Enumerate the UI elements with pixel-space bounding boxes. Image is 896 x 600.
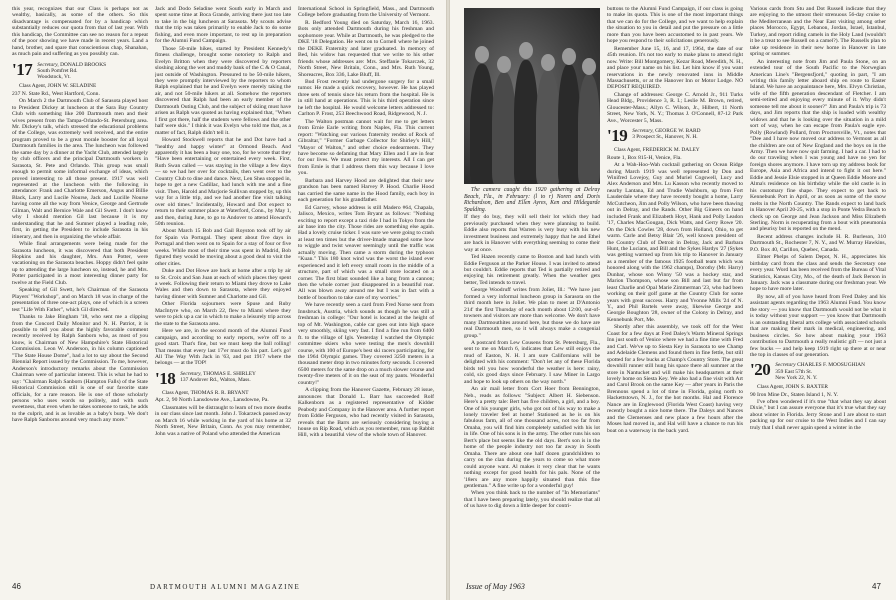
secretary-label: Secretary, [180,370,202,377]
agent-name: FREDERICK M. DALEY [642,147,700,154]
secretary-address: 359 East 57th St. [775,368,813,375]
class-secretary [37,62,106,81]
paragraph: Speaking of Gil Swett, he's Chairman of the Sarasota Players' "Workshop", and on March 18 was in charge of the presentation of three one-act plays, one of which is a screen test "Life With Father", which Gil directed. [12,287,148,313]
class-secretary [180,371,256,383]
secretary-label: Secretary [775,362,796,369]
agent-label: Class Agent, [614,147,642,154]
paragraph: Duke and Dot Howe are back at home after a trip by air to St. Croix and San Juan at each of which places they spent a week. Following their return to Miami they drove to Lake Wales and then down to Sarasota, where they enjoyed having dinner with Sumner and Charlotte and Gil. [155,268,291,300]
magazine-title: DARTMOUTH ALUMNI MAGAZINE [150,583,301,591]
group-photo [464,8,600,184]
right-column-2 [607,6,743,572]
class-agent [607,147,743,153]
right-column-3 [750,6,886,572]
paragraph: Remember June 15, 16, and 17, 1964, the date of our 45th reunion. It's not too early to make plans to attend right now. Write: Bill Montgomery, Kezar Road, Meredith, N. H., and place your name on his list. Let him know if you want reservations in the newly renovated inns in Middle Massachusetts, or at the Hanover Inn or Motor Lodge. NO DEPOSIT REQUIRED. [607,45,743,91]
paragraph: By now, all of you have heard from Fred Daley and his assistant agents regarding the 1963 Alumni Fund. You know the story — you know that Dartmouth would not be what it is today without your support — you know that Dartmouth is an outstanding liberal arts college with associated schools that are making their mark in medical, engineering, and business circles. So how about making your 1963 contribution to Dartmouth a really realistic gift — not just a few bucks — and help keep 1919 right up there at or near the top in classes of our generation. [750,293,886,359]
class-year: '20 [750,360,771,380]
secretary-label: Secretary, [632,128,654,135]
paragraph: Here we are, in the second month of the Alumni Fund campaign, and according to early reports, we're off to a good start. That's fine, but we must keep the ball rolling! That means that every last 17'er must do his part. Let's go! All The Way With Jack in '63, and put 1917 where the belongs — at the TOP! [155,328,291,367]
paragraph: Various cards from Stu and Dot Russell indicate that they are enjoying to the utmost their strenuous 56-day cruise to the Mediterranean and the Near East visiting among other places Morocco, Egypt, Lebanon, Jordan, Israel, Istanbul, Turkey, and report riding camels in the Holy Land (wouldn't it be a treat to see Russell on a camel?). The Russells plan to take up residence in their new home in Hanover in late spring or summer. [750,6,886,58]
class-agent [750,384,886,390]
secretary-name: GEORGE W. BARD [655,128,701,135]
paragraph: Ed Garvey, whose address is still Madero #64, Chapala, Jalisco, Mexico, writes Tom Bryant as follows: "Nothing exciting to report except a taxi ride I had in Tokyo from the air base into the city. Those rides are something else again. Had a lovely cruise ticker. I was sure we were going to crash at least ten times but the driver-Imade managed some how to wiggle and twist weaver seemingly until the traffic was actually moving. Then came a storm during the typhoon "Kuan." This 180 knot wind was the worst the island ever experienced and it left every small room in the middle of a structure, part of which was a small store located on a corner. The first blast sounded like a bang from a cannon; then the whole corner just disappeared in a beautiful roar. All was blown away around me but I was in fact with a bottle of bourbon to take care of my worries." [298,204,434,301]
left-page [0,0,446,600]
page-number: 47 [872,582,881,591]
class-year: '18 [155,368,176,388]
paragraph: Change of addresses: George C. Arnold Jr., 911 Turks Head Bldg., Providence 3, R. I.; Leslie M. Brown, retired, Gloucester-Mass.; Allyn C. Wilson, Jr., Hilbert, 11 North Street, New York, N. Y.; Thomas J. O'Connell, 87-12 Park Ave., Worcester 5, Mass. [607,91,743,124]
agent-label: Class Agent, [757,384,785,391]
paragraph: Thanks to Jake Bingham '18, who sent me a clipping from the Concord Daily Monitor and N. H. Patriot, it is possible to tell you about the highly favorable comment recently received by Ralph Sanborn who, as most of you know, is Chairman of New Hampshire's State Historical Commission. Leon W. Anderson, in his column captioned "The State House Dome", had a lot to say about the Second Biennial Report issued by the Commission. To me, however, Anderson's introductory remarks about the Commission Chairman were of particular interest. This is what he had to say: "Chairman Ralph Sanborn (Hampton Falls) of the State Historical Commission still is one of our favorite state officials, for a rare reason. He is one of those scholarly persons who uses words so politely, and with such sweetness, that even when he takes someone to task, he adds to the culprit, and is as lovable as a baby's burp. We don't have Ralph Sanborns around very much any more." [12,314,148,424]
class-year: '17 [12,59,33,79]
agent-address: 237 N. State Rd., West Hartford, Conn. [12,90,100,97]
paragraph: A postcard from Lew Cousens from St. Petersburg, Fla., sent to me on March 6, indicates that Lew still enjoys the mud of Easton, N. H. I am sure Californians will be delighted with his comment: "Don't let any of these Florida birds tell you how wonderful the weather is here: rainy, cold, six good days since February. I saw Miner in Largo and hope to look up others on the way north." [464,339,600,385]
paragraph: Jack and Dodo Seladine went South early in March and spent some time at Boca Grande, arriving there just too late to take in the big luncheon at Sarasota. My scouts advise that the trip was taken primarily to enable Jack to do some fishing, and even more important, to rest up in preparation for the Alumni Fund Campaign. [155,6,291,45]
paragraph: We have recently seen a card from Fred Norse sent from Innsbruck, Austria, which sounds as though he was still a freshman in college: "Our hotel is located at the height of top of Mt. Washington, cable car goes out into high space very smoothly, skiing very fast. I find a fine run from 6400 ft. to the village of Igls. Yesterday I watched the Olympic committee skiers who were testing the men's downhill course, with 100 of Europe's best ski racers participating, for the 1964 Olympic games. They covered 3250 meters in a thousand meter drop in two minutes forty seconds. I covered 6500 meters for the same drop on a much slower course and twenty-five meters of it on the seat of my pants. Wonderful country!" [298,302,434,386]
paragraph: An air mail letter from Cort Hoer from Bennington, Neb., reads as follows: "Subject: Albert H. Siebenson. Here's a pretty tale: Bert has five children, a girl, and a boy. One of his younger girls, who got out of his way to make a lonely traveler feel at home! Stationed as he is on his fabulous farm, all of one thousand acres, not too far from Omaha, you will find him completely satisfied with his lot in life. One of his sons is in the army. The other runs his son Bert's place but seems like the old days. Bert's son is in the home of the people industry not too far away in South Omaha. There are about one half dozen grandchildren to carry on the clan during the years to come so what more could anyone want. Al makes it very clear that he wants nothing except for good health for his pals. None of the '18ers are any more happily situated than this fine gentleman." A fine write up for a wonderful guy! [464,386,600,489]
paragraph: Those 50-mile hikes, started by President Kennedy's fitness challenge, brought some notoriety to Ralph and Evelyn Britton when they were discovered by reporters sloshing along the wet and muddy bank of the C & O Canal, just outside of Washington. Pressured to be 50-mile hikers, they were promptly interviewed by the reporters to whom Ralph explained that he and Evelyn were merely taking the air, and not 50-mile hikers at all. Somehow the reporters discovered that Ralph had been an early member of the Dartmouth Outing Club, and the subject of skiing must have arisen as Ralph was quoted as having explained that, "When I first got there, half the students were fellows and the other half were skis." I think it was Evelyn who told me that, as a matter of fact, Ralph didn't tell it. [155,45,291,136]
paragraph: Recent address changes include H. R. Burleson, 310 Dartmouth St., Rochester 7, N. Y., and W. Murray Hawkins, P.O. Box 40, Carillon, Quebec, Canada. [750,233,886,253]
photo-caption: The camera caught this 1920 gathering at Delray Beach, Fla., in February: (l to r) Noren and Doris Richardson, Ben and Ellen Ayres, Ken and Hildegarde Spalding. [464,187,600,213]
paragraph: When you think back to the number of "In Memoriams" that I have been preparing lately, you should realize that all of us have to dig down a little deeper for contri- [464,490,600,510]
agent-name: JOHN S. BAXTER [785,384,829,391]
paragraph: Barbara and Harvey Hood are delighted that their new grandson has been named Harvey P. Hood. Charlie Hood has carried the same name in the Hood family, each boy in each generation for his grandfather. [298,177,434,204]
paragraph: A clipping from the Hanover Gazette, February 28 issue, announces that Donald L. Barr has succeeded Rolf Kalkenborn as a registered representative of Kidder Peabody and Company in the Hanover area. A further report from Eddie Ferguson, who had recently visited in Sarasota, reveals that the Barrs are seriously considering buying a house on Rip Road, which as you remember, runs up Rabbit Hill, with a beautiful view of the whole town of Hanover. [298,387,434,439]
agent-name: THOMAS R. R. BRYANT [190,389,249,396]
paragraph: buttons to the Alumni Fund Campaign, if our class is going to make its quota. This is one of the most important things that we can do for the College, and we want to help explain the situation to you in detail and put the pressure on a little more than you have been accustomed to in past years. We hope you respond to their solicitations generously. [607,6,743,45]
agent-address: Route 1, Box 815-H, Venice, Fla. [607,154,682,161]
paragraph: Ted Hazen recently came to Boston and had lunch with Eddie Ferguson at the Parker House. I was invited to attend but couldn't. Eddie reports that Ted is partially retired and enjoying his retirement greatly. When the weather gets better, Ted intends to travel. [464,254,600,286]
paragraph: Bud Frost recently had undergone surgery for a small tumor. He made a quick recovery, however. He has played three sets of tennis since his return from the hospital. He is in still hand at operations. This is his third operation since he left the hospital. He would welcome letters addressed to: Carlton P. Frost, 253 Beechwood Road, Ridgewood, N. J. [298,78,434,118]
class-heading-1918 [155,368,291,388]
paragraph: George Woodruff writes from Joliet, Ill.: "We have just formed a very informal luncheon group in Sarasota on the third month here in Joliet. We plan to meet at D'Antonio 214' the first Thursday of each month about 12:00, out-of-towners and visitors are more than welcome. We don't have many Dartmouthites around here, but those we do have are real Dartmouth men, so it will always make a congenial group." [464,287,600,339]
class-agent [155,390,291,396]
left-column-3 [298,6,434,572]
secretary-address: New York 22, N. Y. [775,374,818,381]
paragraph: International School in Springfield, Mass., and Dartmouth College before graduating from the University of Vermont. [298,6,434,19]
secretary-address: South Pomfret Rd. [37,67,78,74]
secretary-name: THOMAS E. SHIRLEY [203,370,256,377]
class-secretary [632,128,700,140]
paragraph: At a Wah-Hoo-Wah cocktail gathering on Ocean Ridge during March 1919 was well represented by Don and Winifred Lovejoy, Guy and Muriel Cogswell, Lucy and Alex Anderson and Mrs. Lu Kasson who recently moved to nearby Lantana, Ed and Trudie Washburn, up from Fort Lauderdale where they have recently bought a home, Larry McCutcheon, Jim and Polly Wilson, who have been thawing out in Delray, and the Rands. Other Big Gineers on hand included Frank and Elizabeth Hoyt, Hank and Polly Leadon '17, Charles MacGougan, Dick Watts, and Gerry Rowe '20. On the Dick Cowles '28, down from Holland, Ohio, to get warm. Carle and Betsy Blair '26, well known president of the Country Club of Detroit in Delray, Jack and Barbara Hunt, the Lucians, and Bill and the Sykes Hardys '27 (Sykes was getting warmed up from his trip to Hanover in January as a member of the famous 1925 football team which was honored along with the 1962 champs), Dorothy (Mr. Harry) Dunbar, whose son Winny '50 was a hockey star, and Marion Thompson, whose son Bill and last but far from least Charlie and Opal Marie Zimmerman '23, who had been working on their golf game at the Country Club for some years with great success. Harry and Yvonne Mills '24 of N. Y., and Phil Bartels were away, likewise George and Georgie Boughton '28, owner of the Colony in Delray, and Kennebunk Port, Me. [607,162,743,323]
class-heading-1917 [12,59,148,81]
secretary-label: Secretary, [37,61,59,68]
secretary-address: 137 Andover Rd., Walton, Mass. [180,377,251,384]
secretary-address: 3 Prospect St., Hanover, N. H. [632,134,698,141]
paragraph: Classmates will be distraught to learn of two more deaths in our class since last month. John J. Tokarzeck passed away on March 16 while working in the yard of his home at 32 North Street, New Britain, Conn. As you may remember, John was a native of Poland who attended the American [155,404,291,437]
secretary-address: Woodstock, Vt. [37,74,71,81]
paragraph: On March 2 the Dartmouth Club of Sarasota played host to President Dickey at luncheon at the Sara Bay Country Club with something like 200 Dartmouth men and their wives present from the Tampa-Orlando-St. Petersburg area. Mr. Dickey's talk, which stressed the educational problems of the College, was extremely well received, and the entire program proved to be a great morale booster for all loyal Dartmouth families in the area. The luncheon was followed the same day by a dinner at the Yacht Club, attended largely by club officers and the principal Dartmouth workers in Sarasota, St. Pete and Orlando. This group was small enough to permit some informal exchange of ideas, which proved interesting to all those present. 1917 was well represented at the luncheon with the following in attendance: Frank and Charlotte Emerson, Angus and Billie Black, Larry and Lucile Nourse, Jack and Lucille Nourse having come all the way from Venice, George and Gertrude Gilman, Walt and Bernice Wale and Gil Swett. I don't know why I should mention Gil last because it is my understanding that he and Sumner played a leading role, first, in getting the President to include Sarasota in his itinerary, and then in organizing the whole affair. [12,98,148,240]
class-heading-1920 [750,362,886,381]
paragraph: About March 15 Bob and Gail Royston took off by air for Spain via Portugal. They spent about five days in Portugal and then went on to Spain for a stay of four or five weeks. While most of their time was spent in Madrid, Bob figured they would be moving about a good deal to visit the other cities. [155,228,291,267]
paragraph: Howard Stockwell reports that he and Dot have had a "healthy and happy winter" at Ormond Beach. And apparently it has been a busy one, too, for he wrote that they "Have been entertaining or entertained every week. First, Ruth Swan called — was staying in the village a few days — so we had her over for cocktails, then went over to the Country Club to dine and dance. Next, Len Shea stopped in, hope to get a new Cadillac, had lunch with me and a fine visit. Then, Harold and Marjorie Sullivan stopped by, up this way for a little trip, and we had another fine visit talking over old times." Incidentally, Howard and Dot expect to return to their summer place at Waterford, Conn., by May 1, and then, during June, to go to Andover to attend Howard's 50th reunion. [155,137,291,227]
page-number: 46 [12,582,21,591]
paragraph: I've often wondered if it's true "that what they say about Dixie," but I can assure everyone that it's true what they say about winter in Florida. Jerry Stone and I are about to start packing up for our cruise to the West Indies and I can say truly that I shall never again spend a winter in the [750,398,886,431]
agent-label: Class Agent, [19,83,47,90]
paragraph: If they do buy, they will sell their lot which they had previously purchased when they were planning to build. Eddie also reports that Warren is very busy with his new investment business and extremely happy that he and Ethel are back in Hanover with everything seeming to come their way at once. [464,214,600,253]
paragraph: this year, recognizes that our Class is perhaps not as wealthy, basically, as some of the others. So this disadvantage is compensated for by a handicap which substantially reduces our quota from that of last year. With this handicap, the Committee can see no reason for a repeat of the poor showing we have made in recent years. Land a hand, brother, and spare that conscientious chap, Shanahan, as much pain and suffering as you possibly can. [12,6,148,58]
paragraph: Shortly after this assembly, we took off for the West Coast for a few days at Fred Daley's Warm Mineral Springs Inn just south of Venice where we had a fine time with Fred and Carl. We've up to Siesta Key in Sarasota to see Champ and Adelaide Clemens and found them in fine fettle, but still spotted for a few bucks at Champ's Country Store. The great downhill runner still hung his space there all summer at the store in Nantucket and will make his headquarters at their lovely home on Siesta Key. We also had a fine visit with Art and Carol Brook on the same Key — after years in Paris the Brennons spend a lot of time in Florida, going north to Hackettstown, N. J., for the hot months. Hal and Florence Nance are in Englewood (Florida West Coast) having very recently bought a nice home there. The Daleys and Nances and the Clemenses and new place a few hours after the Moses had moved in, and Hal will have a chance to run his boat on a waterway in the back yard. [607,324,743,434]
agent-address: Apt. 2, 90 North Lansdowne Ave., Lansdowne, Pa. [155,397,269,404]
class-agent [12,83,148,89]
secretary-name: CHARLES F. MOOSUGHIAN [797,362,866,369]
class-secretary [775,362,865,381]
left-column-2 [155,6,291,572]
agent-label: Class Agent, [162,389,190,396]
class-year: '19 [607,126,628,146]
paragraph: Elmer Phelps of Salem Depot, N. H., appreciates his birthday card from the class and sends the Secretary one every year. Word has been received from the Bureau of Vital Statistics, Kansas City, Mo., of the death of Jack Berson in January. Jack was a classmate during our freshman year. We hope to have more later. [750,254,886,293]
issue-label: Issue of May 1963 [466,582,525,591]
paragraph: R. Bedford Young died on Saturday, March 16, 1963. Bots only attended Dartmouth during his freshman and sophomore year. While at Dartmouth, he was pledged to the DKE '18 Delegation. He went on to Cornell where he joined the DEKE Fraternity and later graduated. In memory of Bed, his widow has requested that we write to his other friends whose addresses are: Mrs. Steffanie Tokarczek, 32 North Street, New Britain, Conn., and Mrs. Ruth Young, Shoreacres, Box 336, Lake Bluff, Ill. [298,19,434,78]
left-column-1 [12,6,148,572]
right-column-1 [464,6,600,572]
agent-address: 90 Iron Mine Dr., Staten Island 1, N. Y. [750,391,839,398]
paragraph: Other Florida sojourners were Spuse and Ruby MacIntyre who, on March 22, flew to Miami where they were to pick up a car in which to make a leisurely trip across the state to the Sarasota area. [155,301,291,327]
paragraph: While final arrangements were being made for the Sarasota luncheon, it was discovered that both President Hopkins and his daughter, Mrs. Ann Potter, were vacationing on the Sarasota beaches. Hoppy didn't feel quite up to attending the large luncheon so, instead, he and Mrs. Potter participated in a most interesting dinner party for twelve at the Field Club. [12,241,148,286]
paragraph: The Walton postman cannot wait for me to get letters from Ernie Earle writing from Naples, Fla. This current report: "Watching our various fraternity rendez of Rock of Gibraltar," "Former Garbage Collector for Shirley's Hill," "Mayor of Walton," and other choice endearments. They have become so defaming that Mary Ellen and I are in fear for our lives. We must protect my interests. All I can get from Ernie is that I address them this way because I love you. [298,118,434,177]
paragraph: An interesting note from Jim and Paula Stone, on an extended tour of the South Pacific to the Norwegian American Line's "Bergensfjord," quoting in part, "I am writing this family letter aboard ship en route to Easter Island. We have an acquaintance here, Mrs. Elvyn Christian, wife of the fifth generation descendant of Fletcher. I am semi-retired and enjoying every minute of it. Why didn't someone tell me about it sooner?" Jim and Paula's trip is 73 days, and Jim reports that the ship is loaded with wealthy widows and that he is looking over the situation in a mild sort of way, when he can escape from Paula's eagle eye. Polly (Rowland) Pollard, from Proctorsville, Vt., notes that "Dee and I have now moved our address to Vermont as all the children are out of New England and the boys on in the Army. Then we have now quit farming. I had a car. I had to do our traveling when I was young and have no yen for foreign shores anymore. I have torn up my address book for Europe, Asia and Africa and intend to fight it out here." Eddie and Jessie Elsie stopped in at Queen Eddie Moore and Alma's residence on his birthday while the old castle is in his customary fine shape. They expect to get back to Kennebunk Port in April, or as soon as some of the snow melts in the North Country. The Rands expect to land back in Hanover April 20-25, with a stop in Ponte Vedra Beach to check up on George and Jean Jackson and Miss Elizabeth Sterling. Norm is recuperating from a bout with pneumonia and pleurisy but is reported on the mend. [750,58,886,233]
right-page [450,0,896,600]
secretary-name: DONALD BROOKS [60,61,107,68]
class-heading-1919 [607,128,743,144]
agent-name: JOHN W. SELADINE [47,83,97,90]
